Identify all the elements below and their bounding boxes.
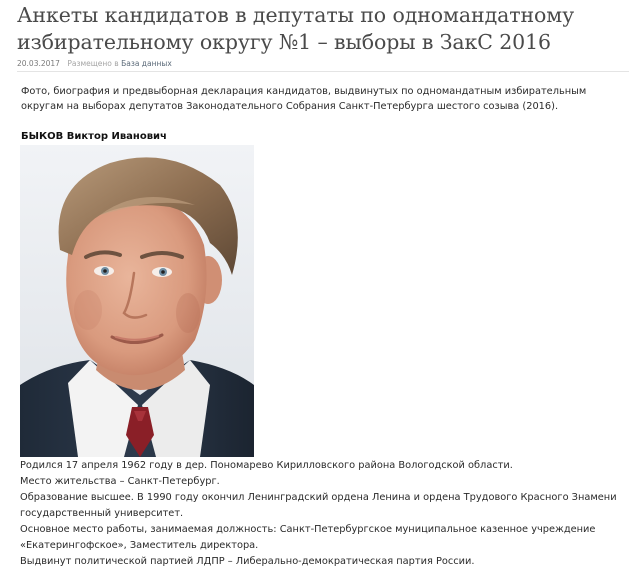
post-date: 20.03.2017 — [17, 59, 60, 68]
bio-education: Образование высшее. В 1990 году окончил Ленинградский ордена Ленина и ордена Трудового Красного Знамени государственный университет. — [20, 492, 617, 519]
candidate-bio — [20, 458, 632, 570]
article-title: Анкеты кандидатов в депутаты по одномандатному избирательному округу №1 – выборы в ЗакС 2016 — [17, 3, 575, 54]
bio-workplace: Основное место работы, занимаемая должность: Санкт-Петербургское муниципальное казенное учреждение «Екатерингофское», Заместитель директора. — [20, 524, 596, 551]
bio-birth: Родился 17 апреля 1962 году в дер. Пономарево Кирилловского района Вологодской области. — [20, 460, 513, 471]
candidate-name: БЫКОВ Виктор Иванович — [21, 131, 167, 142]
post-meta — [17, 59, 172, 69]
category-link[interactable]: База данных — [121, 59, 172, 68]
bio-residence: Место жительства – Санкт-Петербург. — [20, 476, 220, 487]
title-divider — [17, 71, 629, 72]
posted-in-label: Размещено в — [67, 59, 119, 68]
bio-nominated-by: Выдвинут политической партией ЛДПР – Либерально-демократическая партия России. — [20, 556, 475, 567]
article-intro: Фото, биография и предвыборная декларация кандидатов, выдвинутых по одномандатным избирательным округам на выборах депутатов Законодательного Собрания Санкт-Петербурга шестого созыва (2016). — [21, 86, 587, 112]
candidate-photo — [20, 145, 254, 457]
